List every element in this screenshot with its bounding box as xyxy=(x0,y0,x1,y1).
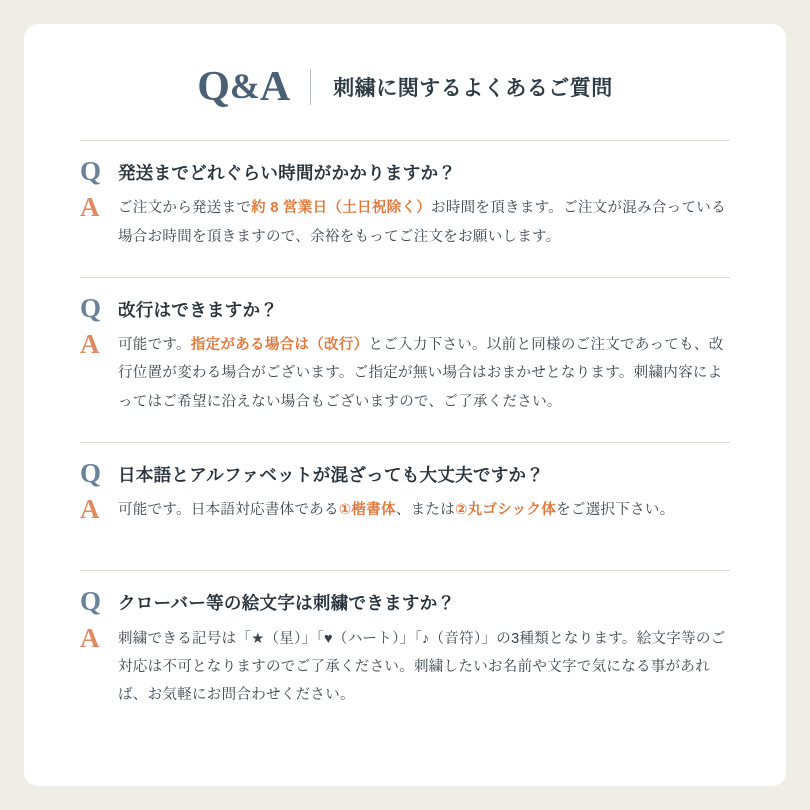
question-mark-icon: Q xyxy=(80,156,102,186)
faq-item xyxy=(80,571,730,713)
answer-segment: 可能です。日本語対応書体である xyxy=(118,502,339,519)
faq-question-row xyxy=(80,294,730,323)
answer-highlight: ②丸ゴシック体 xyxy=(455,502,557,519)
question-mark-icon: Q xyxy=(80,586,102,617)
answer-segment: ご注文から発送まで xyxy=(118,200,252,217)
answer-highlight: 指定がある場合は（改行） xyxy=(190,337,369,354)
header-divider xyxy=(310,69,311,105)
faq-answer-text xyxy=(118,494,675,524)
answer-mark-icon: A xyxy=(80,329,100,360)
page-title: 刺繍に関するよくあるご質問 xyxy=(333,77,613,100)
answer-segment: とご入力下さい。以前と同様のご注文であっても、改行位置が変わる場合がございます。ご指定が無い場合はおまかせとなります。刺繍内容によってはご希望に沿えない場合もございますので、ご了承ください。 xyxy=(118,337,724,410)
faq-answer-row xyxy=(80,623,730,710)
answer-segment: 、または xyxy=(395,502,456,519)
faq-content xyxy=(80,50,730,713)
answer-segment: 刺繍できる記号は「★（星）」「♥（ハート）」「♪（音符）」の3種類となります。絵文字等のご対応は不可となりますのでご了承ください。刺繍したいお名前や文字で気になる事があれば、お気軽にお問合わせください。 xyxy=(118,630,726,704)
qa-logo-q: Q xyxy=(197,64,230,110)
faq-question-text: 改行はできますか？ xyxy=(118,299,279,320)
faq-answer-row xyxy=(80,494,730,524)
faq-question-row xyxy=(80,459,730,488)
faq-answer-row xyxy=(80,329,730,416)
faq-item xyxy=(80,443,730,529)
qa-logo-ampersand: & xyxy=(229,66,260,106)
qa-logo xyxy=(197,66,290,108)
faq-answer-text xyxy=(118,623,730,710)
answer-highlight: 約 8 営業日（土日祝除く） xyxy=(251,200,432,217)
answer-mark-icon: A xyxy=(80,622,100,653)
faq-answer-text xyxy=(118,329,730,416)
answer-segment: をご選択下さい。 xyxy=(556,502,675,519)
answer-segment: 可能です。 xyxy=(118,337,191,354)
answer-mark-icon: A xyxy=(80,192,100,223)
section-spacer xyxy=(80,528,730,548)
faq-item xyxy=(80,141,730,255)
faq-question-text: 発送までどれぐらい時間がかかりますか？ xyxy=(118,163,457,183)
question-mark-icon: Q xyxy=(80,457,102,488)
faq-question-text: クローバー等の絵文字は刺繍できますか？ xyxy=(118,593,456,614)
answer-highlight: ①楷書体 xyxy=(338,502,396,519)
answer-mark-icon: A xyxy=(80,494,100,525)
question-mark-icon: Q xyxy=(80,292,102,323)
faq-question-row xyxy=(80,157,730,186)
faq-answer-text xyxy=(118,192,730,251)
faq-question-row xyxy=(80,587,730,616)
page-header xyxy=(80,50,730,118)
faq-card xyxy=(24,24,786,786)
faq-answer-row xyxy=(80,192,730,251)
qa-logo-a: A xyxy=(259,64,291,110)
faq-item xyxy=(80,278,730,420)
answer-segment: お時間を頂きます。ご注文が混み合っている場合お時間を頂きますので、余裕をもってご注文をお願いします。 xyxy=(118,200,726,245)
faq-question-text: 日本語とアルファベットが混ざっても大丈夫ですか？ xyxy=(118,464,545,485)
